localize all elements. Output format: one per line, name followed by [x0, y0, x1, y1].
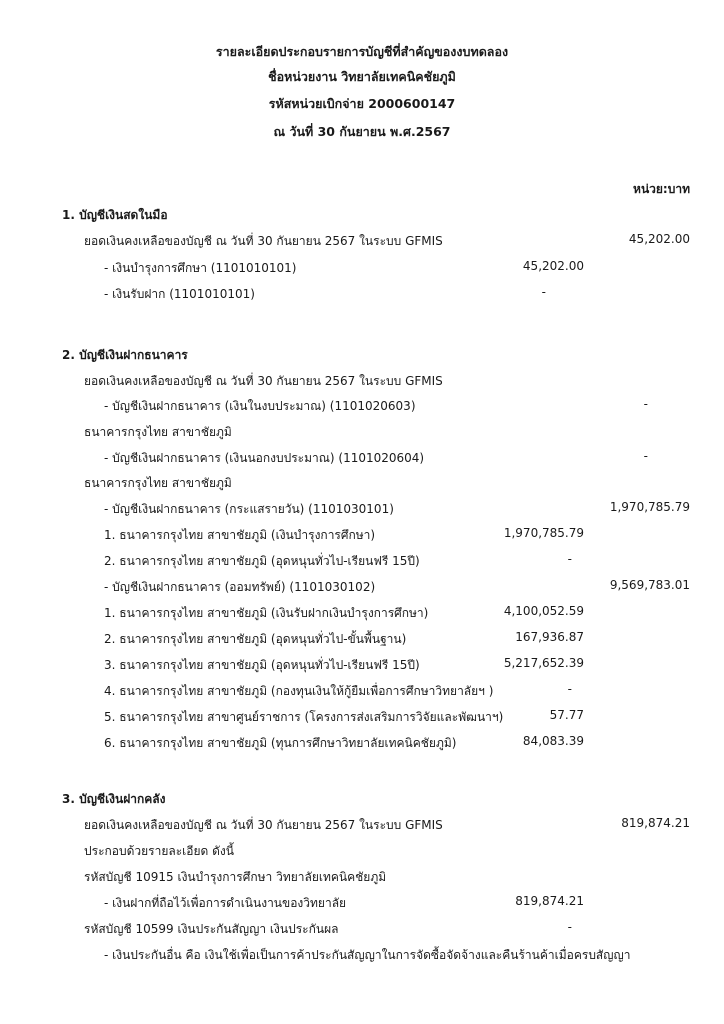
section-1-row-1-amount: 45,202.00: [522, 259, 584, 273]
section-2-account-3-item-2-label: 2. ธนาคารกรุงไทย สาขาชัยภูมิ (อุดหนุนทั่วไป-เรียนฟรี 15ปี): [104, 554, 420, 568]
section-3-detail-intro: ประกอบด้วยรายละเอียด ดังนี้: [84, 844, 234, 858]
section-3-code-10599-amount: -: [567, 920, 572, 934]
section-1-row-2-amount: -: [541, 285, 546, 299]
section-2-account-4-item-6-label: 6. ธนาคารกรุงไทย สาขาชัยภูมิ (ทุนการศึกษาวิทยาลัยเทคนิคชัยภูมิ): [104, 736, 457, 750]
section-2-account-3-item-2-amount: -: [567, 552, 572, 566]
section-3-balance-label: ยอดเงินคงเหลือของบัญชี ณ วันที่ 30 กันยายน 2567 ในระบบ GFMIS: [84, 818, 443, 832]
section-2-account-3-label: - บัญชีเงินฝากธนาคาร (กระแสรายวัน) (1101030101): [104, 502, 394, 516]
section-3-account-code-10915: รหัสบัญชี 10915 เงินบำรุงการศึกษา วิทยาลัยเทคนิคชัยภูมิ: [84, 870, 387, 884]
section-1-balance-label: ยอดเงินคงเหลือของบัญชี ณ วันที่ 30 กันยายน 2567 ในระบบ GFMIS: [84, 234, 443, 248]
agency-name: ชื่อหน่วยงาน วิทยาลัยเทคนิคชัยภูมิ: [268, 69, 456, 84]
disbursement-code: รหัสหน่วยเบิกจ่าย 2000600147: [268, 96, 456, 111]
section-2-account-4-item-3-label: 3. ธนาคารกรุงไทย สาขาชัยภูมิ (อุดหนุนทั่วไป-เรียนฟรี 15ปี): [104, 658, 420, 672]
section-2-account-4-item-6-amount: 84,083.39: [522, 734, 584, 748]
section-2-account-3-total: 1,970,785.79: [609, 500, 690, 514]
section-2-account-1-label: - บัญชีเงินฝากธนาคาร (เงินในงบประมาณ) (1101020603): [104, 399, 416, 413]
section-2-account-4-item-4-label: 4. ธนาคารกรุงไทย สาขาชัยภูมิ (กองทุนเงินให้กู้ยืมเพื่อการศึกษาวิทยาลัยฯ ): [104, 684, 494, 698]
section-2-account-4-item-5-label: 5. ธนาคารกรุงไทย สาขาศูนย์ราชการ (โครงการส่งเสริมการวิจัยและพัฒนาฯ): [104, 710, 504, 724]
section-2-account-4-item-1-label: 1. ธนาคารกรุงไทย สาขาชัยภูมิ (เงินรับฝากเงินบำรุงการศึกษา): [104, 606, 429, 620]
section-2-bank-1: ธนาคารกรุงไทย สาขาชัยภูมิ: [84, 425, 232, 439]
section-2-account-4-label: - บัญชีเงินฝากธนาคาร (ออมทรัพย์) (1101030102): [104, 580, 376, 594]
section-3-code-10915-item-amount: 819,874.21: [515, 894, 584, 908]
section-3-balance-total: 819,874.21: [621, 816, 690, 830]
section-2-title: 2. บัญชีเงินฝากธนาคาร: [62, 348, 188, 362]
section-2-account-3-item-1-label: 1. ธนาคารกรุงไทย สาขาชัยภูมิ (เงินบำรุงการศึกษา): [104, 528, 376, 542]
section-2-balance-label: ยอดเงินคงเหลือของบัญชี ณ วันที่ 30 กันยายน 2567 ในระบบ GFMIS: [84, 374, 443, 388]
report-title: รายละเอียดประกอบรายการบัญชีที่สำคัญของงบทดลอง: [215, 44, 509, 59]
section-2-account-4-item-4-amount: -: [567, 682, 572, 696]
section-2-account-4-item-2-amount: 167,936.87: [515, 630, 584, 644]
section-2-account-2-label: - บัญชีเงินฝากธนาคาร (เงินนอกงบประมาณ) (1101020604): [104, 451, 425, 465]
section-3-code-10599-item-label: - เงินประกันอื่น คือ เงินใช้เพื่อเป็นการค้าประกันสัญญาในการจัดซื้อจัดจ้างและคืนร้านค้าเมื่อครบสัญญา: [104, 948, 631, 962]
report-date: ณ วันที่ 30 กันยายน พ.ศ.2567: [273, 124, 451, 139]
section-2-account-2-total: -: [643, 449, 648, 463]
section-1-title: 1. บัญชีเงินสดในมือ: [62, 208, 168, 222]
section-2-bank-2: ธนาคารกรุงไทย สาขาชัยภูมิ: [84, 476, 232, 490]
section-3-code-10915-item-label: - เงินฝากที่ถือไว้เพื่อการดำเนินงานของวิทยาลัย: [104, 896, 347, 910]
section-2-account-4-item-5-amount: 57.77: [549, 708, 584, 722]
section-2-account-1-total: -: [643, 397, 648, 411]
section-1-row-1-label: - เงินบำรุงการศึกษา (1101010101): [104, 261, 297, 275]
section-3-account-code-10599: รหัสบัญชี 10599 เงินประกันสัญญา เงินประกันผล: [84, 922, 339, 936]
section-1-row-2-label: - เงินรับฝาก (1101010101): [104, 287, 255, 301]
section-3-title: 3. บัญชีเงินฝากคลัง: [62, 792, 166, 806]
section-2-account-3-item-1-amount: 1,970,785.79: [503, 526, 584, 540]
section-2-account-4-item-1-amount: 4,100,052.59: [503, 604, 584, 618]
section-1-balance-total: 45,202.00: [628, 232, 690, 246]
section-2-account-4-item-3-amount: 5,217,652.39: [503, 656, 584, 670]
section-2-account-4-item-2-label: 2. ธนาคารกรุงไทย สาขาชัยภูมิ (อุดหนุนทั่วไป-ขั้นพื้นฐาน): [104, 632, 407, 646]
unit-label: หน่วย:บาท: [633, 182, 690, 196]
section-2-account-4-total: 9,569,783.01: [609, 578, 690, 592]
